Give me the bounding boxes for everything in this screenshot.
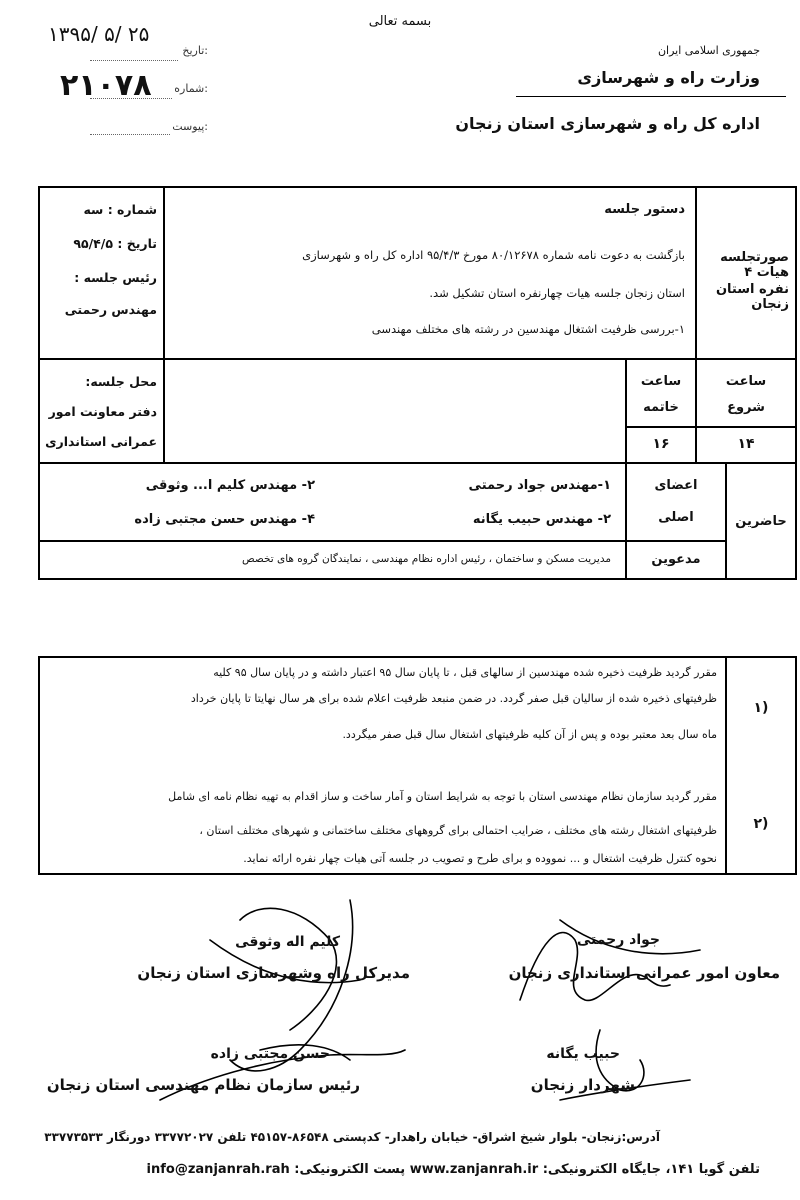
date-label: تاریخ: bbox=[182, 44, 208, 57]
date-dots bbox=[90, 60, 178, 61]
meeting-date: تاریخ : ۹۵/۴/۵ bbox=[73, 236, 157, 251]
number-label: شماره: bbox=[174, 82, 208, 95]
meeting-place-cell bbox=[39, 359, 164, 463]
attachment-field bbox=[90, 120, 208, 133]
decisions-table bbox=[38, 656, 797, 875]
invitees-cell bbox=[39, 541, 626, 579]
chair-label: رئیس جلسه : bbox=[74, 270, 157, 285]
meeting-title-cell bbox=[696, 187, 796, 359]
decision-2-line-2: ظرفیتهای اشتغال رشته های مختلف ، ضرایب احتمالی برای گروههای مختلف ساختمانی و شهرهای مختلف استان ، bbox=[199, 824, 717, 837]
start-label-1: ساعت bbox=[725, 374, 767, 389]
decision-text-column bbox=[39, 657, 726, 874]
decision-2-line-1: مقرر گردید سازمان نظام مهندسی استان با توجه به شرایط استان و آمار ساخت و ساز اقدام به تهیه نظام نامه ای شامل bbox=[168, 790, 717, 803]
attendees-label: حاضرین bbox=[735, 514, 787, 529]
ministry-name: وزارت راه و شهرسازی bbox=[577, 68, 760, 87]
number-field bbox=[90, 82, 208, 95]
email-link[interactable]: info@zanjanrah.rah bbox=[146, 1162, 290, 1177]
date-value: ۱۳۹۵/ ۵/ ۲۵ bbox=[48, 22, 150, 46]
signatory-4-title: رئیس سازمان نظام مهندسی استان زنجان bbox=[46, 1076, 360, 1094]
signatory-3-name: حبیب یگانه bbox=[546, 1046, 620, 1062]
decision-1-number: ۱) bbox=[753, 700, 769, 716]
signatory-2-name: کلیم اله وثوقی bbox=[235, 934, 340, 950]
members-label-1: اعضای bbox=[654, 478, 698, 493]
meeting-title-line1: صورتجلسه هیات ۴ bbox=[720, 250, 789, 280]
invitees-label-cell bbox=[626, 541, 726, 579]
meeting-info-table bbox=[38, 186, 797, 580]
invitees-label: مدعوین bbox=[651, 552, 701, 567]
member-1: ۱-مهندس جواد رحمتی bbox=[468, 478, 611, 493]
footer-contact-line bbox=[147, 1162, 760, 1177]
member-2: ۲- مهندس کلیم ا... وثوقی bbox=[145, 478, 315, 493]
end-label-2: خاتمه bbox=[643, 400, 679, 415]
start-label-2: شروع bbox=[727, 400, 765, 415]
header-divider bbox=[516, 96, 786, 97]
agenda-heading: دستور جلسه bbox=[604, 202, 685, 217]
members-label-cell bbox=[626, 463, 726, 541]
end-time-value: ۱۶ bbox=[652, 436, 670, 452]
meeting-title-line2: نفره استان زنجان bbox=[715, 282, 789, 312]
place-line-2: عمرانی استانداری bbox=[45, 434, 157, 449]
signatory-3-title: شهردار زنجان bbox=[530, 1076, 635, 1094]
decision-1-line-3: ماه سال بعد معتبر بوده و پس از آن کلیه ظرفیتهای اشتغال سال قبل صفر میگردد. bbox=[342, 728, 717, 741]
bismillah: بسمه تعالی bbox=[368, 14, 432, 29]
time-empty-cell bbox=[164, 359, 626, 463]
end-label-1: ساعت bbox=[640, 374, 682, 389]
meeting-number-cell bbox=[39, 187, 164, 359]
attachment-dots bbox=[90, 134, 170, 135]
attendees-label-cell bbox=[726, 463, 796, 579]
decision-1-line-2: ظرفیتهای ذخیره شده از سالیان قبل صفر گردد. در ضمن منبعد ظرفیت اعلام شده برای هر سال نهایتا تا پایان خرداد bbox=[190, 692, 717, 705]
signatory-1-title: معاون امور عمرانی استانداری زنجان bbox=[508, 964, 780, 982]
signatory-2-title: مدیرکل راه وشهرسازی استان زنجان bbox=[137, 964, 410, 982]
start-time-label-cell bbox=[696, 359, 796, 427]
end-time-label-cell bbox=[626, 359, 696, 427]
member-4: ۴- مهندس حسن مجتبی زاده bbox=[134, 512, 315, 527]
website-link[interactable]: www.zanjanrah.ir bbox=[409, 1162, 539, 1177]
invitees-value: مدیریت مسکن و ساختمان ، رئیس اداره نظام مهندسی ، نمایندگان گروه های تخصص bbox=[242, 553, 611, 565]
agenda-cell bbox=[164, 187, 696, 359]
department-name: اداره کل راه و شهرسازی استان زنجان bbox=[455, 114, 760, 133]
place-line-1: دفتر معاونت امور bbox=[48, 404, 157, 419]
agenda-line-3: ۱-بررسی ظرفیت اشتغال مهندسین در رشته های مختلف مهندسی bbox=[371, 322, 685, 336]
date-field bbox=[90, 44, 208, 57]
republic-name: جمهوری اسلامی ایران bbox=[657, 44, 760, 57]
handwritten-signatures bbox=[0, 880, 800, 1140]
chair-name: مهندس رحمتی bbox=[64, 302, 157, 317]
number-value: ۲۱۰۷۸ bbox=[60, 68, 152, 103]
footer-address: آدرس:زنجان- بلوار شیخ اشراق- خیابان راهدار- کدپستی ۸۶۵۴۸-۴۵۱۵۷ تلفن ۳۳۷۷۲۰۲۷ دورنگار ۳۳۷۷۳۵۳۳ bbox=[44, 1130, 660, 1144]
signatory-1-name: جواد رحمتی bbox=[576, 932, 660, 948]
end-time-value-cell bbox=[626, 427, 696, 463]
place-label: محل جلسه: bbox=[85, 374, 157, 389]
start-time-value: ۱۴ bbox=[737, 436, 755, 452]
decision-2-line-3: نحوه کنترل ظرفیت اشتغال و ... نمووده و برای طرح و تصویب در جلسه آتی هیات چهار نفره ارائه نماید. bbox=[243, 852, 717, 865]
agenda-line-2: استان زنجان جلسه هیات چهارنفره استان تشکیل شد. bbox=[429, 286, 685, 300]
email-label: پست الکترونیکی: bbox=[294, 1162, 406, 1177]
members-label-2: اصلی bbox=[658, 510, 694, 525]
decision-2-number: ۲) bbox=[753, 816, 769, 832]
members-list-cell bbox=[39, 463, 626, 541]
agenda-line-1: بازگشت به دعوت نامه شماره ۸۰/۱۲۶۷۸ مورخ ۹۵/۴/۳ اداره کل راه و شهرسازی bbox=[302, 248, 685, 262]
phone-label: تلفن گویا ۱۴۱، جایگاه الکترونیکی: bbox=[542, 1162, 760, 1177]
decision-number-column bbox=[726, 657, 796, 874]
number-dots bbox=[90, 98, 172, 99]
decision-1-line-1: مقرر گردید ظرفیت ذخیره شده مهندسین از سالهای قبل ، تا پایان سال ۹۵ اعتبار داشته و در پایان سال ۹۵ کلیه bbox=[213, 666, 717, 679]
start-time-value-cell bbox=[696, 427, 796, 463]
meeting-number: شماره : سه bbox=[83, 202, 157, 217]
signatory-4-name: حسن مجتبی زاده bbox=[210, 1046, 330, 1062]
attachment-label: پیوست: bbox=[172, 120, 208, 133]
member-3: ۲- مهندس حبیب یگانه bbox=[472, 512, 611, 527]
